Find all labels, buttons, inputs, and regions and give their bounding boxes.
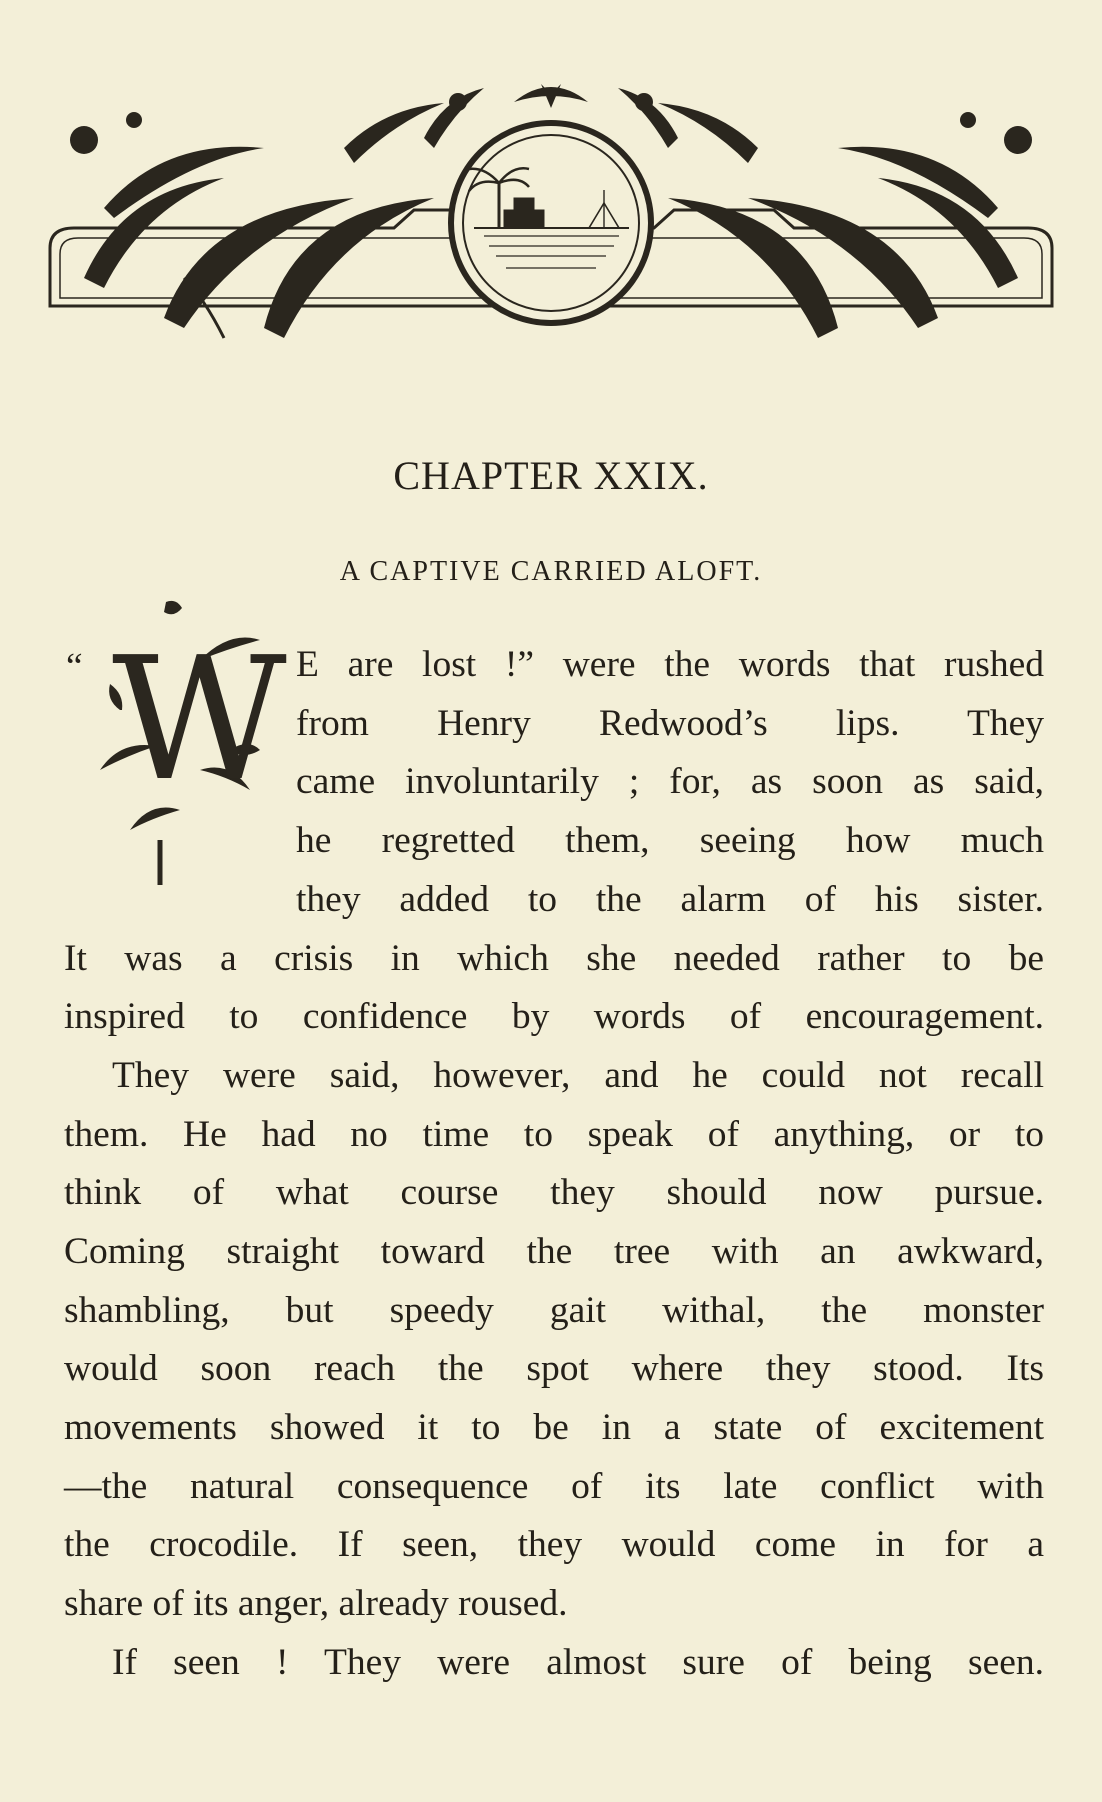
text-line: them. He had no time to speak of anything, or to: [64, 1113, 1044, 1155]
body-text: [64, 930, 1044, 1693]
text-line: movements showed it to be in a state of excitement: [64, 1407, 1044, 1448]
text-line: E are lost !” were the words that rushed: [296, 644, 1044, 685]
opening-quote-mark: “: [66, 646, 83, 687]
text-line: Coming straight toward the tree with an awkward,: [64, 1230, 1044, 1272]
text-line: inspired to confidence by words of encouragement.: [64, 996, 1044, 1038]
text-line: It was a crisis in which she needed rather to be: [64, 937, 1044, 979]
text-line: share of its anger, already roused.: [64, 1583, 568, 1625]
text-line: would soon reach the spot where they stood. Its: [64, 1348, 1044, 1390]
text-line: they added to the alarm of his sister.: [296, 878, 1044, 920]
text-line: If seen ! They were almost sure of being seen.: [112, 1641, 1044, 1683]
chapter-heading: CHAPTER XXIX.: [393, 453, 709, 498]
text-line: the crocodile. If seen, they would come in for a: [64, 1524, 1044, 1566]
text-line: —the natural consequence of its late conflict with: [64, 1465, 1044, 1507]
text-line: he regretted them, seeing how much: [296, 820, 1044, 862]
text-line: shambling, but speedy gait withal, the monster: [64, 1289, 1044, 1331]
floral-headpiece-ornament: [44, 78, 1058, 344]
text-line: They were said, however, and he could not recall: [112, 1054, 1044, 1096]
drop-cap-letter: W: [112, 621, 287, 819]
indented-opening-lines: [296, 636, 1044, 929]
text-line: from Henry Redwood’s lips. They: [296, 702, 1044, 744]
text-line: think of what course they should now pursue.: [64, 1172, 1044, 1214]
text-line: came involuntarily ; for, as soon as said,: [296, 761, 1044, 803]
chapter-subtitle: A CAPTIVE CARRIED ALOFT.: [339, 556, 763, 587]
